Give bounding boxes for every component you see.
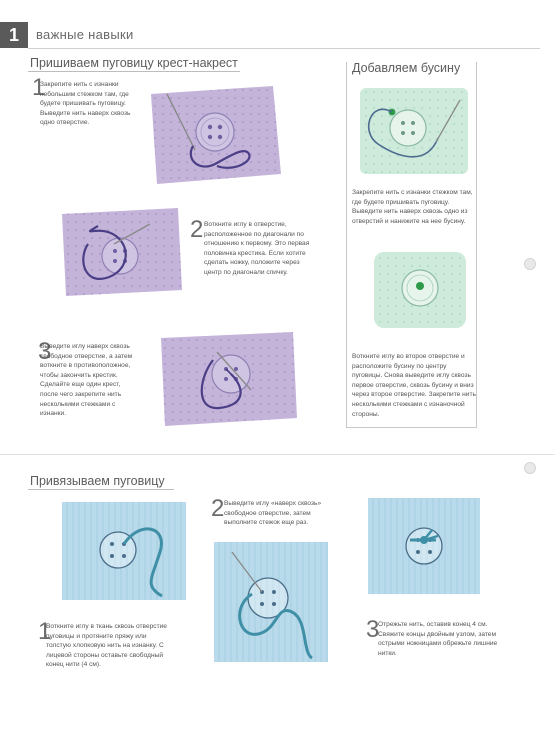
step-text: Воткните иглу в ткань сквозь отверстие пуговицы и протяните пряжу или толстую хлопковую нить на изнанку. С лицевой стороны оставьте свободный конец нити (4 см).: [46, 623, 167, 669]
section-title-tie: Привязываем пуговицу: [30, 474, 165, 488]
step-number: 3: [38, 338, 52, 365]
step-text: Закрепите нить с изнанки небольшим стежком там, где будете пришивать пуговицу. Выведите нить наверх сквозь одно отверстие.: [40, 81, 131, 127]
section-rule: [28, 489, 174, 490]
step-number: 1: [38, 618, 52, 645]
section-rule: [28, 71, 240, 72]
illustration-tie-step2: [212, 540, 330, 664]
step-number: 1: [32, 74, 46, 101]
punch-hole: [524, 462, 536, 474]
step-number: 2: [211, 495, 225, 522]
illustration-cross-step2: [58, 204, 184, 300]
illustration-cross-step1: [145, 80, 285, 190]
section-title-cross: Пришиваем пуговицу крест-накрест: [30, 56, 238, 70]
step-number: 3: [366, 616, 380, 643]
illustration-tie-step1: [60, 500, 190, 604]
chapter-title: важные навыки: [36, 27, 134, 42]
step-text: Выведите иглу наверх сквозь свободное отверстие, а затем воткните в противоположное, чтобы закончить крестик. Сделайте еще один крест, после чего закрепите нить несколькими стежками с изнанки.: [40, 343, 133, 418]
illustration-cross-step3: [155, 330, 301, 430]
bead-step-text: Воткните иглу во второе отверстие и расположите бусину по центру пуговицы. Снова выведите иглу сквозь первое отверстие, сквозь бусину и вниз через второе отверстие. Закрепите нить несколькими стежками с изнаночной стороны.: [352, 353, 476, 418]
illustration-bead-step2: [370, 248, 470, 332]
header-rule: [28, 48, 540, 49]
illustration-bead-step1: [356, 82, 472, 178]
chapter-number: 1: [0, 22, 28, 48]
punch-hole: [524, 258, 536, 270]
illustration-tie-step3: [366, 496, 482, 596]
step-text: Отрежьте нить, оставив конец 4 см. Свяжите концы двойным узлом, затем острыми ножницами обрежьте лишние нитки.: [378, 621, 498, 657]
section-title-bead: Добавляем бусину: [352, 61, 461, 75]
step-text: Воткните иглу в отверстие, расположенное по диагонали по отношению к первому. Это первая половинка крестика. Если хотите сделать ножку, положите через центр по диагонали спичку.: [204, 221, 310, 276]
step-text: Выведите иглу «наверх сквозь» свободное отверстие, затем выполните стежок еще раз.: [224, 500, 322, 527]
section-divider: [0, 454, 555, 455]
bead-step-text: Закрепите нить с изнанки стежком там, где будете пришивать пуговицу. Выведите нить наверх сквозь одно из отверстий и нанижите на нее бусину.: [352, 189, 473, 225]
step-number: 2: [190, 216, 204, 243]
